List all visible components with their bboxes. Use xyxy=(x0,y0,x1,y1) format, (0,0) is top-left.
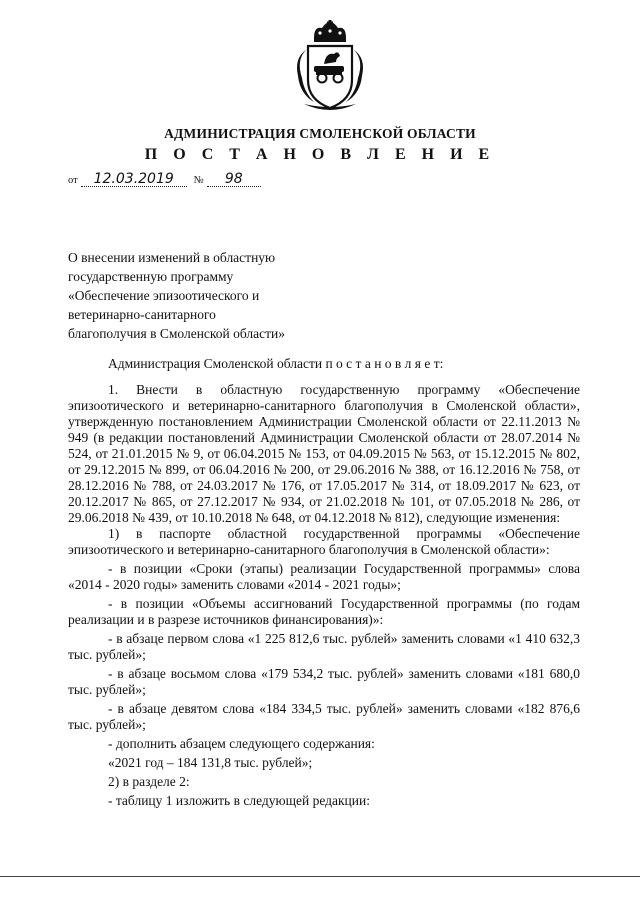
paragraph: - таблицу 1 изложить в следующей редакции: xyxy=(108,793,370,808)
document-subject xyxy=(68,248,338,343)
resolution-body xyxy=(68,382,580,809)
subject-line: О внесении изменений в областную xyxy=(68,250,276,265)
crown-icon xyxy=(314,20,346,42)
paragraph: 1) в паспорте областной государственной программы «Обеспечение эпизоотического и ветеринарно-санитарного благополучия в Смоленской области»: xyxy=(68,526,580,557)
subject-line: благополучия в Смоленской области» xyxy=(68,326,286,341)
subject-line: ветеринарно-санитарного xyxy=(68,307,216,322)
organization-name: АДМИНИСТРАЦИЯ СМОЛЕНСКОЙ ОБЛАСТИ xyxy=(164,126,476,141)
handwritten-number: 98 xyxy=(207,172,261,187)
number-label: № xyxy=(193,175,204,186)
paragraph: «2021 год – 184 131,8 тыс. рублей»; xyxy=(108,755,313,770)
document-type-title: П О С Т А Н О В Л Е Н И Е xyxy=(144,146,496,163)
paragraph: - в абзаце первом слова «1 225 812,6 тыс. рублей» заменить словами «1 410 632,3 тыс. рублей»; xyxy=(68,631,580,662)
paragraph: 1. Внести в областную государственную программу «Обеспечение эпизоотического и ветеринарно-санитарного благополучия в Смоленской области», утвержденную постановлением Администрации Смоленской области от 22.11.2013 № 949 (в редакции постановлений Администрации Смоленской области от 28.07.2014 № 524, от 21.01.2015 № 9, от 06.04.2015 № 153, от 04.09.2015 № 563, от 15.12.2015 № 802, от 29.12.2015 № 899, от 06.04.2016 № 200, от 29.06.2016 № 388, от 16.12.2016 № 758, от 28.12.2016 № 788, от 24.03.2017 № 176, от 17.05.2017 № 314, от 18.09.2017 № 623, от 20.12.2017 № 865, от 27.12.2017 № 934, от 21.02.2018 № 101, от 07.05.2018 № 286, от 29.06.2018 № 439, от 10.10.2018 № 648, от 04.12.2018 № 812), следующие изменения: xyxy=(68,382,580,525)
paragraph: - в позиции «Сроки (этапы) реализации Государственной программы» слова «2014 - 2020 годы» заменить словами «2014 - 2021 годы»; xyxy=(68,561,580,592)
paragraph: - в абзаце восьмом слова «179 534,2 тыс. рублей» заменить словами «181 680,0 тыс. рублей»; xyxy=(68,666,580,697)
paragraph: - в позиции «Объемы ассигнований Государственной программы (по годам реализации и в разрезе источников финансирования)»: xyxy=(68,596,580,627)
document-date-number xyxy=(68,172,261,187)
intro-text: Администрация Смоленской области п о с т а н о в л я е т: xyxy=(108,356,444,371)
subject-line: «Обеспечение эпизоотического и xyxy=(68,288,260,303)
subject-line: государственную программу xyxy=(68,269,234,284)
paragraph: 2) в разделе 2: xyxy=(108,774,190,789)
paragraph: - в абзаце девятом слова «184 334,5 тыс. рублей» заменить словами «182 876,6 тыс. рублей»; xyxy=(68,701,580,732)
handwritten-date: 12.03.2019 xyxy=(81,172,187,187)
coat-of-arms-emblem xyxy=(290,20,370,115)
resolution-intro xyxy=(68,356,580,372)
paragraph: - дополнить абзацем следующего содержания: xyxy=(108,736,375,751)
date-label: от xyxy=(68,175,78,186)
page-bottom-divider xyxy=(0,876,640,877)
